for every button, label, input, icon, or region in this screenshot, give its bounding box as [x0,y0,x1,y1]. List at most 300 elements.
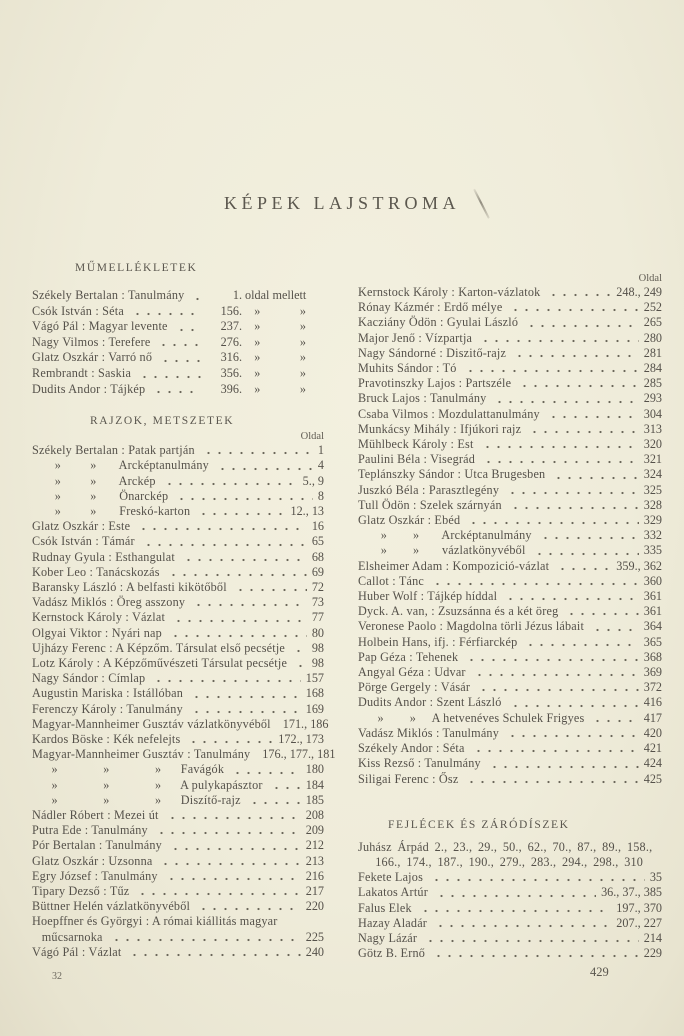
entry-page-number: 252 [643,300,662,315]
index-entry-row [32,930,324,945]
dot-leader [547,415,639,419]
dot-leader [248,801,301,805]
dot-leader [434,924,611,928]
dot-leader [533,552,639,556]
index-entry-row [358,946,662,961]
entry-page-number: 73 [311,595,324,610]
entry-label: » » Freskó-karton [32,503,191,518]
entry-label: Magyar-Mannheimer Gusztáv : Tanulmány [32,747,251,762]
entry-label: Fekete Lajos [358,870,424,885]
entry-page-number: 416 [643,695,662,710]
entry-label: Nagy Vilmos : Terefere [32,334,151,349]
entry-label: Juszkó Béla : Parasztlegény [358,482,500,497]
entry-page-number: 321 [643,452,662,467]
entry-label: » » » Favágók [32,762,225,777]
index-entry-row [32,884,324,899]
index-entry-row [358,650,662,665]
entry-ditto-columns: » » [242,350,306,365]
dot-leader [131,312,201,316]
entry-label: » » A hetvenéves Schulek Frigyes [358,710,585,725]
entry-label: Paulini Béla : Visegrád [358,452,476,467]
dot-leader [424,939,639,943]
entry-page-number: 424 [643,756,662,771]
dot-leader [591,628,639,632]
entry-page-number: 320 [643,437,662,452]
entry-label: Nagy Lázár [358,930,418,945]
index-entry-row [358,619,662,634]
entry-label: Tull Ödön : Szelek szárnyán [358,497,502,512]
dot-leader [430,878,645,882]
index-entry-row [32,838,324,853]
index-entry-row [358,300,662,315]
entry-ditto-columns: » » [242,319,306,334]
index-entry-row [358,916,662,931]
entry-page-number: 360 [643,573,662,588]
index-entry-row [358,285,662,300]
index-entry-row [358,726,662,741]
entry-label: Elsheimer Adam : Kompozició-vázlat [358,558,550,573]
index-entry-row [358,772,662,787]
entry-ditto-columns: » » [242,334,306,349]
section-heading-fejlecek: FEJLÉCEK ÉS ZÁRÓDÍSZEK [388,818,570,831]
index-entry-row [32,550,324,565]
entry-page-number: 417 [643,710,662,725]
entry-page-number: 217 [305,884,324,899]
fejlecek-list [358,840,662,962]
dot-leader [294,664,307,668]
index-entry-row [358,452,662,467]
dot-leader [539,536,639,540]
index-entry-row [358,422,662,437]
dot-leader [142,543,307,547]
entry-label: » » Arckép [32,473,156,488]
index-entry-row [358,756,662,771]
entry-label: Rónay Kázmér : Erdő mélye [358,300,503,315]
entry-label: Lotz Károly : A Képzőművészeti Társulat pecsétje [32,656,288,670]
entry-label: Vadász Miklós : Tanulmány [358,725,500,740]
index-entry-row [358,437,662,452]
dot-leader [565,612,638,616]
entry-page-number: 361 [643,589,662,604]
dot-leader [167,573,307,577]
entry-page-number: 208 [305,808,324,823]
index-entry-row [32,808,324,823]
entry-page-number: 184 [305,777,324,792]
right-column [358,272,662,961]
index-entry-row [358,741,662,756]
entry-page-number: 4 [317,458,324,473]
index-entry-row [32,793,324,808]
entry-page-number: 316. [220,350,242,365]
entry-page-number: 157 [305,671,324,686]
entry-label: Holbein Hans, ifj. : Férfiarckép [358,634,518,649]
entry-page-number: 220 [305,899,324,914]
index-entry-row [32,366,335,382]
entry-page-number: 284 [643,361,662,376]
dot-leader [197,512,285,516]
dot-leader [169,847,301,851]
entry-page-number: 324 [643,467,662,482]
entry-page-number: 216 [305,868,324,883]
index-entry-row [32,945,324,960]
index-entry-row [32,350,335,366]
entry-label: Pravotinszky Lajos : Partszéle [358,376,512,391]
entry-ditto-columns: » » [242,303,306,318]
entry-label: Callot : Tánc [358,573,425,588]
dot-leader [191,297,201,301]
entry-label: » » Arcképtanulmány [32,458,209,473]
dot-leader [591,719,638,723]
index-entry-row [32,304,335,320]
entry-page-number: 285 [643,376,662,391]
dot-leader [175,497,313,501]
entry-label: Csók István : Támár [32,534,135,549]
entry-label: Ferenczy Károly : Tanulmány [32,701,183,716]
entry-page-number: 1. [232,288,242,302]
dot-leader [182,558,307,562]
entry-page-number: 237. [220,319,242,334]
entry-page-number: 372 [643,680,662,695]
entry-label: Vágó Pál : Magyar levente [32,319,168,334]
entry-page-number: 265 [643,315,662,330]
entry-label: Egry József : Tanulmány [32,868,158,883]
index-entry-row [32,458,324,473]
entry-label: Kernstock Károly : Karton-vázlatok [358,285,541,299]
entry-page-number: 335 [643,543,662,558]
entry-label: Glatz Oszkár : Este [32,519,131,534]
index-entry-row [358,467,662,482]
entry-label: Ujházy Ferenc : A Képzőm. Társulat első pecsétje [32,640,286,655]
dot-leader [552,476,638,480]
entry-label: Glatz Oszkár : Uzsonna [32,853,153,868]
entry-page-number: 229 [643,946,662,961]
index-entry-row [32,854,324,869]
entry-page-number: 293 [643,391,662,406]
entry-label: Kardos Böske : Kék nefelejts [32,732,181,747]
entry-label: Olgyai Viktor : Nyári nap [32,625,162,640]
entry-label: » » » Diszítő-rajz [32,792,241,807]
entry-label: Angyal Géza : Udvar [358,665,466,680]
index-entry-row [358,901,662,916]
index-entry-row [358,855,662,870]
entry-page-number: 68 [311,549,324,564]
entry-page-number: 328 [643,497,662,512]
dot-leader [464,369,639,373]
entry-label: Bruck Lajos : Tanulmány [358,391,487,406]
entry-label: Veronese Paolo : Magdolna törli Jézus lábait [358,619,585,634]
dot-leader [518,384,638,388]
entry-label: Munkácsy Mihály : Ifjúkori rajz [358,421,522,436]
dot-leader [136,892,300,896]
entry-label: Kacziány Ödön : Gyulai László [358,315,519,330]
dot-leader [216,467,313,471]
dot-leader [292,649,307,653]
entry-label: Rembrandt : Saskia [32,365,132,380]
index-entry-row [32,762,324,777]
index-entry-row [358,513,662,528]
entry-page-number: 365 [643,634,662,649]
index-entry-row [358,695,662,710]
entry-ditto-columns: oldal mellett [242,288,307,302]
entry-label: » » » A pulykapásztor [32,777,263,792]
dot-leader [472,749,639,753]
entry-page-number: 304 [643,406,662,421]
entry-label: » » Arcképtanulmány [358,528,532,543]
dot-leader [169,634,307,638]
entry-label: Rudnay Gyula : Esthangulat [32,549,175,564]
dot-leader [137,527,307,531]
index-entry-row [32,702,324,717]
index-entry-row [32,504,324,519]
dot-leader [152,390,201,394]
index-entry-row [32,489,324,504]
entry-label: Glatz Oszkár : Varró nő [32,350,153,365]
entry-label: Dyck. A. van, : Zsuzsánna és a két öreg [358,604,559,619]
entry-page-number: 72 [311,579,324,594]
dot-leader [419,909,612,913]
entry-page-number: 280 [643,330,662,345]
entry-page-number: 420 [643,725,662,740]
index-entry-row [32,747,336,762]
dot-leader [513,354,639,358]
entry-page-number: 156. [220,303,242,318]
dot-leader [467,521,638,525]
index-entry-row [32,671,324,686]
entry-page-number: 207., 227 [616,915,662,930]
entry-page-number: 98 [311,640,324,655]
index-entry-row [32,443,324,458]
index-entry-row [32,382,335,398]
rajzok-list [32,443,335,960]
dot-leader [506,491,639,495]
entry-page-number: 185 [305,792,324,807]
entry-page-number: 225 [305,929,324,944]
entry-label: Csók István : Séta [32,303,124,318]
dot-leader [506,734,639,738]
dot-leader [431,582,639,586]
entry-label: Juhász Árpád 2., 23., 29., 50., 62., 70., 87., 89., 158., [358,839,653,854]
index-entry-row [32,519,324,534]
index-entry-row [32,626,324,641]
entry-page-number: 8 [317,488,324,503]
entry-label: Pap Géza : Tehenek [358,649,459,664]
index-entry-row [32,288,335,304]
entry-page-number: 169 [305,701,324,716]
index-entry-row [358,635,662,650]
index-entry-row [32,716,329,732]
entry-label: Putra Ede : Tanulmány [32,823,148,838]
entry-label: Kiss Rezső : Tanulmány [358,756,481,771]
entry-label: Csaba Vilmos : Mozdulattanulmány [358,406,540,421]
index-entry-row [358,407,662,422]
entry-page-number: 5., 9 [302,473,324,488]
entry-page-number: 214 [643,930,662,945]
dot-leader [556,567,611,571]
dot-leader [110,938,301,942]
index-entry-row [32,914,324,929]
entry-page-number: 248., 249 [616,285,662,299]
dot-leader [477,688,639,692]
index-entry-row [32,869,324,884]
entry-label: » » vázlatkönyvéből [358,543,526,558]
entry-label: Huber Wolf : Tájkép híddal [358,589,498,604]
entry-label: Nagy Sándorné : Diszitő-rajz [358,345,507,360]
index-entry-row [358,391,662,406]
index-entry-row [358,711,662,726]
index-entry-row [32,778,324,793]
entry-ditto-columns: » » [242,381,306,396]
entry-page-number: 98 [311,656,324,670]
dot-leader [128,953,300,957]
entry-label: Székely Bertalan : Patak partján [32,443,195,458]
entry-label: Muhits Sándor : Tó [358,361,457,376]
entry-page-number: 180 [305,762,324,777]
index-entry-row [358,346,662,361]
index-entry-row [358,680,662,695]
entry-page-number: 168 [305,686,324,701]
dot-leader [166,816,301,820]
dot-leader [473,673,639,677]
index-entry-row [32,899,324,914]
index-entry-row [358,376,662,391]
dot-leader [524,643,638,647]
entry-page-number: 281 [643,345,662,360]
entry-label: Büttner Helén vázlatkönyvéből [32,899,191,914]
dot-leader [138,375,201,379]
index-entry-row [358,589,662,604]
dot-leader [493,400,638,404]
index-entry-row [358,885,662,900]
entry-page-number: 171., 186 [282,716,329,731]
entry-page-number: 240 [305,944,324,959]
index-entry-row [358,361,662,376]
dot-leader [159,359,201,363]
page-title: KÉPEK LAJSTROMA [223,193,460,213]
entry-label: Major Jenő : Vízpartja [358,330,473,345]
dot-leader [432,954,639,958]
index-entry-row [358,331,662,346]
entry-page-number: 69 [311,564,324,579]
dot-leader [190,695,301,699]
entry-label: Magyar-Mannheimer Gusztáv vázlatkönyvéből [32,716,271,731]
entry-page-number: 396. [220,381,242,396]
dot-leader [270,786,301,790]
index-entry-row [32,656,324,671]
oldal-column-header-right: Oldal [638,273,662,284]
dot-leader [509,704,639,708]
left-column [32,261,335,960]
entry-page-number: 172., 173 [278,732,324,747]
dot-leader [488,765,639,769]
rajzok-list-continued [358,285,662,787]
entry-page-number: 176., 177., 181 [262,747,336,762]
index-entry-row [32,319,335,335]
entry-label: műcsarnoka [32,929,103,944]
entry-page-number: 421 [643,741,662,756]
index-entry-row [32,610,324,625]
entry-label: Falus Elek [358,900,412,915]
entry-label: Vadász Miklós : Öreg asszony [32,595,186,610]
entry-label: Dudits Andor : Szent László [358,695,502,710]
section-heading-rajzok: RAJZOK, METSZETEK [90,415,235,428]
dot-leader [525,324,639,328]
index-entry-row [32,732,324,747]
index-entry-row [32,595,324,610]
entry-page-number: 12., 13 [290,503,324,518]
index-entry-row [358,665,662,680]
entry-page-number: 36., 37., 385 [601,885,662,900]
dot-leader [163,482,298,486]
dot-leader [155,831,301,835]
dot-leader [157,343,201,347]
entry-label: Kernstock Károly : Vázlat [32,610,166,625]
index-entry-row [358,315,662,330]
entry-page-number: 332 [643,528,662,543]
index-entry-row [32,565,324,580]
dot-leader [165,877,301,881]
entry-page-number: 197., 370 [616,900,662,915]
dot-leader [159,862,300,866]
entry-page-number: 325 [643,482,662,497]
entry-label: Székely Andor : Séta [358,741,465,756]
dot-leader [187,740,273,744]
entry-page-number: 212 [305,838,324,853]
entry-label: Götz B. Ernő [358,946,426,961]
dot-leader [175,328,201,332]
dot-leader [197,907,301,911]
entry-label: Hazay Aladár [358,915,428,930]
entry-page-number: 276. [220,334,242,349]
entry-label: Székely Bertalan : Tanulmány [32,288,185,302]
dot-leader [482,460,639,464]
dot-leader [192,603,307,607]
entry-page-number: 369 [643,665,662,680]
entry-label: Pörge Gergely : Vásár [358,680,471,695]
entry-label: Kober Leo : Tanácskozás [32,564,160,579]
dot-leader [152,679,300,683]
dot-leader [509,506,639,510]
entry-page-number: 329 [643,513,662,528]
entry-page-number: 364 [643,619,662,634]
entry-label: Baransky László : A belfasti kikötőből [32,579,227,594]
dot-leader [481,445,639,449]
index-entry-row [358,528,662,543]
index-entry-row [358,604,662,619]
entry-label: Glatz Oszkár : Ebéd [358,513,461,528]
index-entry-row [358,870,662,885]
index-entry-row [32,823,324,838]
entry-label: Augustin Mariska : Istállóban [32,686,184,701]
index-entry-row [358,574,662,589]
index-entry-row [32,534,324,549]
entry-page-number: 356. [220,365,242,380]
entry-label: 166., 174., 187., 190., 279., 283., 294., 298., 310 [358,854,644,869]
index-entry-row [358,498,662,513]
entry-page-number: 368 [643,649,662,664]
footer-page-number-left: 32 [52,971,62,982]
entry-label: Teplánszky Sándor : Utca Brugesben [358,467,546,482]
section-heading-mumellekletek: MŰMELLÉKLETEK [75,262,198,274]
dot-leader [465,780,638,784]
dot-leader [479,339,639,343]
entry-label: Dudits Andor : Tájkép [32,381,146,396]
index-entry-row [358,931,662,946]
dot-leader [435,894,596,898]
entry-label: Pór Bertalan : Tanulmány [32,838,162,853]
footer-page-number-right: 429 [590,965,609,979]
index-entry-row [358,840,662,855]
entry-page-number: 1 [317,443,324,458]
